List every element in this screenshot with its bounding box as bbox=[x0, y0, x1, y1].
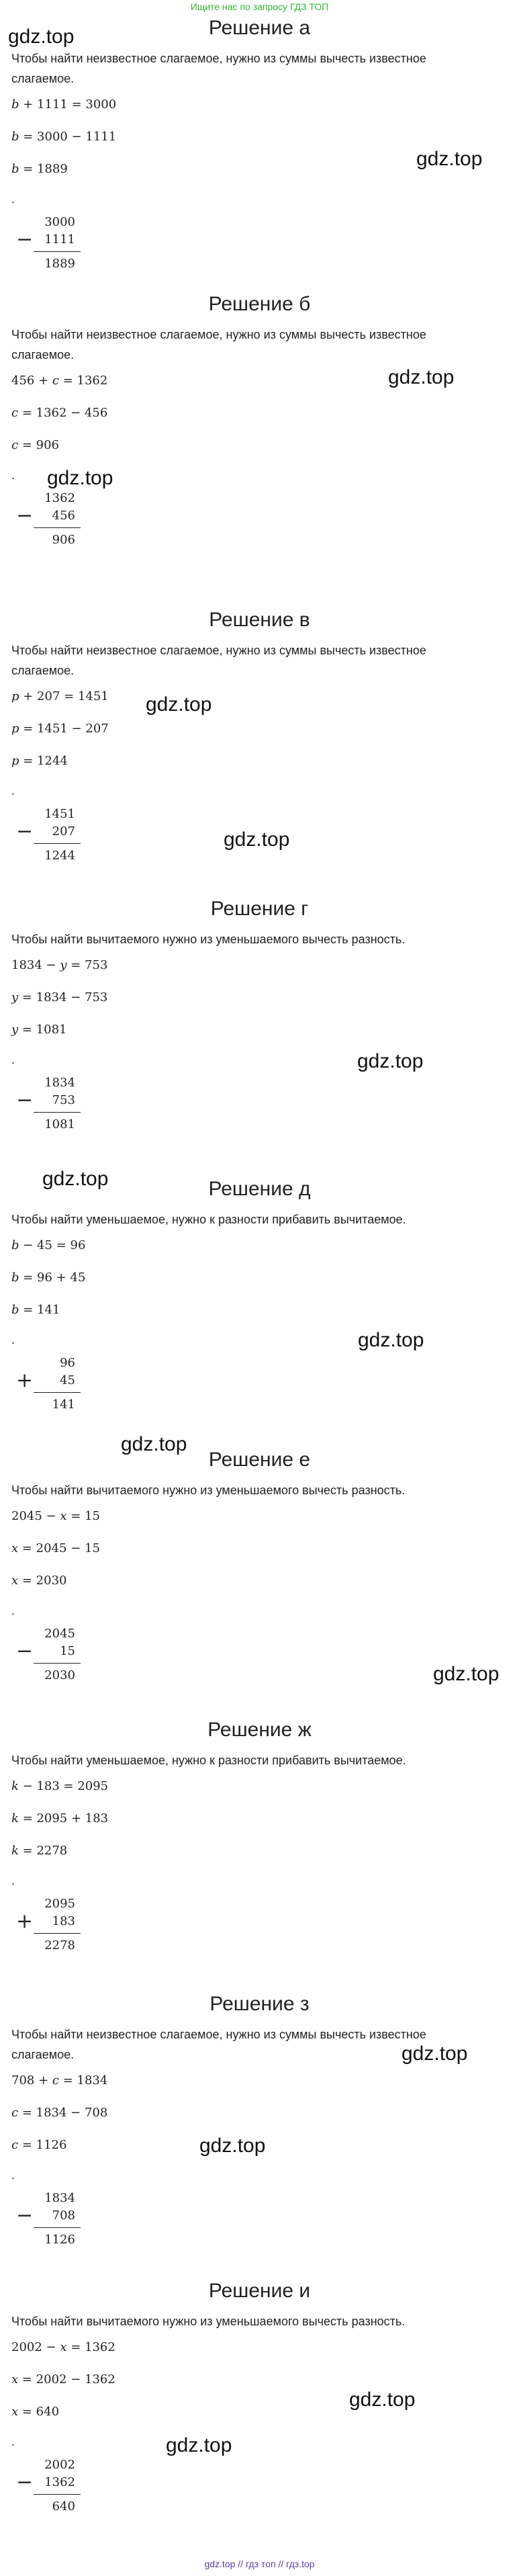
equation-left: 2002 − bbox=[11, 2340, 60, 2354]
first-operand: 96 bbox=[60, 1356, 75, 1370]
variable: y bbox=[11, 1023, 19, 1037]
operation-sign: − bbox=[16, 228, 34, 251]
equation-right: = 2278 bbox=[18, 1844, 68, 1858]
second-operand: 207 bbox=[52, 824, 75, 839]
equation-right: = 96 + 45 bbox=[19, 1271, 86, 1285]
equation-line bbox=[11, 89, 519, 121]
result: 1889 bbox=[44, 257, 75, 271]
equation-left: 456 + bbox=[11, 374, 52, 388]
solution-title: Решение г bbox=[210, 898, 309, 920]
operation-sign: − bbox=[16, 1639, 34, 1663]
second-operand: 753 bbox=[52, 1093, 75, 1107]
solution-title: Решение д bbox=[208, 1178, 311, 1200]
watermark: gdz.top bbox=[349, 2389, 416, 2411]
first-operand: 2095 bbox=[44, 1897, 75, 1911]
variable: c bbox=[11, 2138, 19, 2152]
second-operand: 708 bbox=[52, 2208, 75, 2223]
equation-line bbox=[11, 1533, 519, 1565]
first-operand: 1834 bbox=[44, 2191, 75, 2205]
variable: p bbox=[11, 754, 19, 768]
dot-separator: . bbox=[11, 1333, 15, 1346]
dot-separator: . bbox=[11, 1053, 15, 1066]
variable: y bbox=[11, 990, 19, 1004]
equation-line bbox=[11, 982, 519, 1014]
equation-line bbox=[11, 1500, 519, 1533]
footer-link[interactable]: гдз топ bbox=[245, 2559, 276, 2569]
solution-title: Решение з bbox=[209, 1993, 310, 2015]
footer-separator: // bbox=[238, 2559, 244, 2569]
result: 640 bbox=[52, 2499, 75, 2514]
top-banner[interactable]: Ищите нас по запросу ГДЗ ТОП bbox=[190, 1, 329, 12]
equation-line bbox=[11, 1565, 519, 1597]
result: 2030 bbox=[44, 1668, 75, 1682]
equation-line bbox=[11, 713, 519, 745]
dot-separator: . bbox=[11, 784, 15, 798]
equation-line bbox=[11, 745, 519, 777]
dot-separator: . bbox=[11, 1604, 15, 1617]
dot-separator: . bbox=[11, 1874, 15, 1887]
variable: c bbox=[11, 438, 19, 452]
equation-right: = 3000 − 1111 bbox=[19, 130, 117, 144]
solution-explanation: Чтобы найти уменьшаемое, нужно к разности прибавить вычитаемое. bbox=[11, 1213, 406, 1226]
site-logo[interactable]: gdz.top bbox=[8, 26, 75, 48]
result-line bbox=[34, 1663, 81, 1664]
equation-right: = 15 bbox=[66, 1509, 100, 1523]
result: 1126 bbox=[44, 2233, 75, 2247]
column-calculation bbox=[13, 1894, 519, 1961]
column-calculation bbox=[13, 488, 519, 556]
solution-title: Решение е bbox=[208, 1449, 311, 1471]
equation-line bbox=[11, 1014, 519, 1046]
equation-right: = 906 bbox=[18, 438, 59, 452]
variable: b bbox=[11, 1238, 19, 1252]
result-line bbox=[34, 1112, 81, 1113]
variable: x bbox=[11, 1574, 19, 1588]
equation-right: = 2002 − 1362 bbox=[18, 2372, 115, 2387]
result-line bbox=[34, 843, 81, 844]
operation-sign: − bbox=[16, 2204, 34, 2227]
first-operand: 1451 bbox=[44, 807, 75, 821]
equation-right: = 753 bbox=[66, 958, 108, 972]
solution-section bbox=[0, 896, 519, 1140]
watermark: gdz.top bbox=[199, 2135, 266, 2157]
watermark: gdz.top bbox=[388, 366, 455, 388]
watermark: gdz.top bbox=[166, 2434, 232, 2456]
watermark: gdz.top bbox=[358, 1329, 424, 1351]
variable: b bbox=[11, 1271, 19, 1285]
solution-explanation: Чтобы найти вычитаемого нужно из уменьшаемого вычесть разность. bbox=[11, 2315, 406, 2328]
variable: b bbox=[11, 1303, 19, 1317]
column-calculation bbox=[13, 2455, 519, 2522]
first-operand: 3000 bbox=[44, 215, 75, 229]
variable: x bbox=[11, 1541, 19, 1555]
variable: x bbox=[60, 1509, 67, 1523]
second-operand: 1111 bbox=[44, 232, 75, 247]
variable: k bbox=[11, 1779, 19, 1793]
equation-line bbox=[11, 1770, 519, 1803]
solution-explanation: Чтобы найти неизвестное слагаемое, нужно из суммы вычесть известное слагаемое. bbox=[11, 644, 426, 677]
footer-links bbox=[0, 2559, 519, 2569]
result-line bbox=[34, 527, 81, 528]
variable: y bbox=[60, 958, 67, 972]
equation-line bbox=[11, 1230, 519, 1262]
variable: p bbox=[11, 689, 19, 703]
equation-line bbox=[11, 397, 519, 429]
column-calculation bbox=[13, 1353, 519, 1420]
operation-sign: − bbox=[16, 1088, 34, 1112]
first-operand: 2045 bbox=[44, 1627, 75, 1641]
solution-section bbox=[0, 1447, 519, 1691]
result-line bbox=[34, 2227, 81, 2228]
first-operand: 2002 bbox=[44, 2458, 75, 2472]
variable: c bbox=[11, 2106, 19, 2120]
dot-separator: . bbox=[11, 2168, 15, 2182]
solution-section bbox=[0, 1991, 519, 2256]
equation-right: = 1834 bbox=[58, 2073, 108, 2088]
operation-sign: − bbox=[16, 504, 34, 527]
equation-right: = 1834 − 753 bbox=[18, 990, 108, 1004]
watermark: gdz.top bbox=[146, 693, 212, 716]
result: 1244 bbox=[44, 849, 75, 863]
equation-right: = 1834 − 708 bbox=[18, 2106, 108, 2120]
equation-right: = 640 bbox=[18, 2405, 60, 2419]
variable: k bbox=[11, 1811, 19, 1826]
solution-section bbox=[0, 291, 519, 556]
equation-right: = 1126 bbox=[18, 2138, 67, 2152]
solution-section bbox=[0, 1176, 519, 1420]
second-operand: 15 bbox=[60, 1644, 75, 1658]
column-calculation bbox=[13, 212, 519, 280]
second-operand: 183 bbox=[52, 1914, 75, 1928]
operation-sign: + bbox=[16, 1369, 34, 1392]
equation-left: 708 + bbox=[11, 2073, 52, 2088]
solution-title: Решение и bbox=[208, 2280, 311, 2302]
equation-right: = 1362 − 456 bbox=[18, 406, 108, 420]
equation-line bbox=[11, 1294, 519, 1326]
equation-right: = 1362 bbox=[66, 2340, 115, 2354]
equation-right: = 1081 bbox=[18, 1023, 67, 1037]
operation-sign: − bbox=[16, 2471, 34, 2494]
equation-line bbox=[11, 2097, 519, 2129]
variable: b bbox=[11, 162, 19, 176]
second-operand: 456 bbox=[52, 509, 75, 523]
equation-right: = 1362 bbox=[58, 374, 108, 388]
watermark: gdz.top bbox=[224, 828, 290, 851]
footer-link[interactable]: gdz.top bbox=[204, 2559, 236, 2569]
solution-explanation: Чтобы найти вычитаемого нужно из уменьшаемого вычесть разность. bbox=[11, 1484, 406, 1497]
solution-section bbox=[0, 2278, 519, 2522]
operation-sign: + bbox=[16, 1909, 34, 1933]
solution-title: Решение а bbox=[208, 17, 311, 39]
variable: b bbox=[11, 97, 19, 112]
equation-right: = 1889 bbox=[19, 162, 68, 176]
operation-sign: − bbox=[16, 820, 34, 843]
column-calculation bbox=[13, 1073, 519, 1140]
watermark: gdz.top bbox=[357, 1050, 424, 1072]
variable: x bbox=[11, 2372, 19, 2387]
equation-right: = 1451 − 207 bbox=[19, 722, 109, 736]
result-line bbox=[34, 1392, 81, 1393]
equation-line bbox=[11, 2364, 519, 2396]
equation-right: − 183 = 2095 bbox=[18, 1779, 109, 1793]
solution-explanation: Чтобы найти неизвестное слагаемое, нужно из суммы вычесть известное слагаемое. bbox=[11, 2028, 426, 2061]
watermark: gdz.top bbox=[121, 1433, 187, 1455]
watermark: gdz.top bbox=[42, 1168, 109, 1190]
solution-title: Решение в bbox=[209, 609, 310, 631]
solution-section bbox=[0, 15, 519, 280]
solution-title: Решение б bbox=[208, 293, 311, 315]
equation-right: − 45 = 96 bbox=[19, 1238, 86, 1252]
result: 141 bbox=[52, 1398, 75, 1412]
second-operand: 1362 bbox=[44, 2475, 75, 2489]
result: 2278 bbox=[44, 1938, 75, 1952]
footer-separator: // bbox=[278, 2559, 284, 2569]
equation-line bbox=[11, 2396, 519, 2428]
equation-right: + 207 = 1451 bbox=[19, 689, 109, 703]
equation-right: + 1111 = 3000 bbox=[19, 97, 117, 112]
watermark: gdz.top bbox=[433, 1663, 500, 1685]
solution-explanation: Чтобы найти вычитаемого нужно из уменьшаемого вычесть разность. bbox=[11, 933, 406, 946]
dot-separator: . bbox=[11, 192, 15, 206]
solution-section bbox=[0, 1717, 519, 1961]
equation-right: = 2095 + 183 bbox=[18, 1811, 109, 1826]
variable: x bbox=[11, 2405, 19, 2419]
variable: c bbox=[52, 374, 59, 388]
solution-title: Решение ж bbox=[207, 1719, 312, 1741]
solution-explanation: Чтобы найти неизвестное слагаемое, нужно из суммы вычесть известное слагаемое. bbox=[11, 328, 426, 361]
solution-explanation: Чтобы найти неизвестное слагаемое, нужно из суммы вычесть известное слагаемое. bbox=[11, 52, 426, 85]
result-line bbox=[34, 251, 81, 252]
equation-line bbox=[11, 2065, 519, 2097]
second-operand: 45 bbox=[60, 1373, 75, 1387]
result-line bbox=[34, 1933, 81, 1934]
equation-line bbox=[11, 2331, 519, 2364]
first-operand: 1362 bbox=[44, 491, 75, 505]
result: 906 bbox=[52, 533, 75, 547]
result: 1081 bbox=[44, 1117, 75, 1131]
equation-line bbox=[11, 1835, 519, 1867]
equation-right: = 141 bbox=[19, 1303, 60, 1317]
equation-right: = 1244 bbox=[19, 754, 68, 768]
equation-line bbox=[11, 949, 519, 982]
equation-left: 1834 − bbox=[11, 958, 60, 972]
variable: c bbox=[52, 2073, 59, 2088]
dot-separator: . bbox=[11, 468, 15, 482]
equation-line bbox=[11, 681, 519, 713]
equation-line bbox=[11, 1803, 519, 1835]
variable: p bbox=[11, 722, 19, 736]
equation-line bbox=[11, 429, 519, 462]
variable: c bbox=[11, 406, 19, 420]
equation-left: 2045 − bbox=[11, 1509, 60, 1523]
variable: k bbox=[11, 1844, 19, 1858]
footer-link[interactable]: гдз.top bbox=[286, 2559, 315, 2569]
dot-separator: . bbox=[11, 2435, 15, 2448]
equation-right: = 2030 bbox=[18, 1574, 67, 1588]
result-line bbox=[34, 2494, 81, 2495]
equation-right: = 2045 − 15 bbox=[18, 1541, 100, 1555]
column-calculation bbox=[13, 2188, 519, 2256]
variable: x bbox=[60, 2340, 67, 2354]
watermark: gdz.top bbox=[416, 148, 483, 170]
variable: b bbox=[11, 130, 19, 144]
solution-explanation: Чтобы найти уменьшаемое, нужно к разности прибавить вычитаемое. bbox=[11, 1754, 406, 1767]
equation-line bbox=[11, 1262, 519, 1294]
watermark: gdz.top bbox=[47, 467, 113, 489]
first-operand: 1834 bbox=[44, 1076, 75, 1090]
watermark: gdz.top bbox=[402, 2043, 468, 2065]
